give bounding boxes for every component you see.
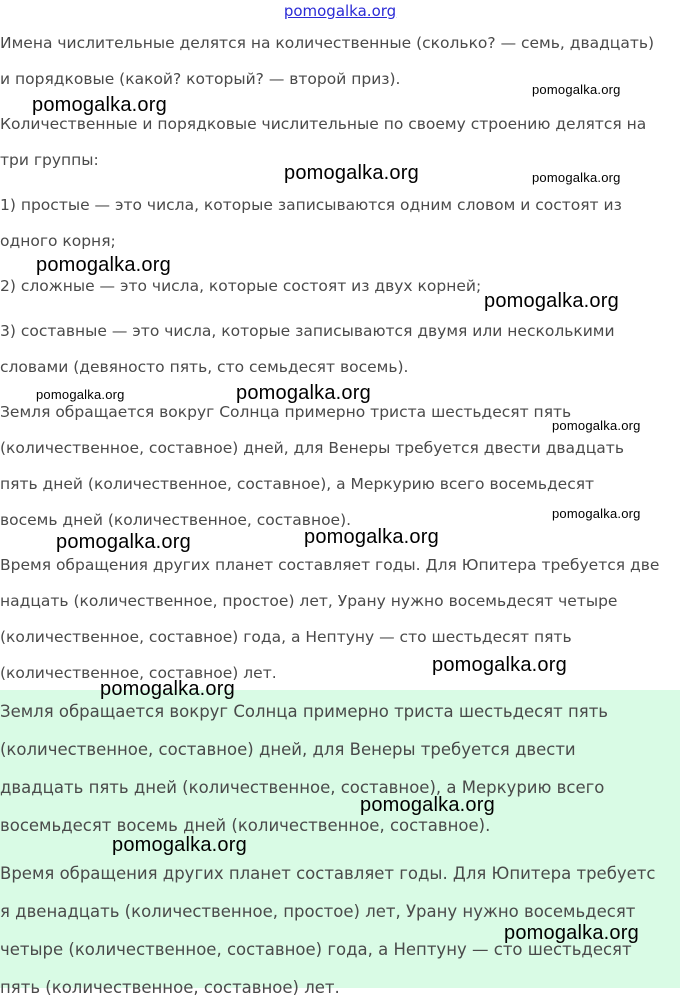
- watermark: pomogalka.org: [484, 290, 619, 312]
- text-line: одного корня;: [0, 232, 116, 250]
- text-line: (количественное, составное) лет.: [0, 664, 277, 682]
- watermark: pomogalka.org: [504, 922, 639, 944]
- text-line: 3) составные — это числа, которые записываются двумя или несколькими: [0, 322, 615, 340]
- watermark: pomogalka.org: [304, 526, 439, 548]
- text-line: пять дней (количественное, составное), а Меркурию всего восемьдесят: [0, 475, 595, 493]
- answer-line: я двенадцать (количественное, простое) лет, Урану нужно восемьдесят: [0, 902, 636, 921]
- watermark: pomogalka.org: [552, 418, 641, 433]
- watermark: pomogalka.org: [36, 254, 171, 276]
- answer-line: пять (количественное, составное) лет.: [0, 978, 340, 997]
- text-line: и порядковые (какой? который? — второй приз).: [0, 70, 401, 88]
- watermark: pomogalka.org: [32, 94, 167, 116]
- text-line: Имена числительные делятся на количественные (сколько? — семь, двадцать): [0, 34, 655, 52]
- watermark: pomogalka.org: [56, 531, 191, 553]
- answer-line: Время обращения других планет составляет годы. Для Юпитера требуетс: [0, 864, 656, 883]
- header-link[interactable]: pomogalka.org: [283, 2, 397, 20]
- watermark: pomogalka.org: [112, 834, 247, 856]
- watermark: pomogalka.org: [360, 794, 495, 816]
- answer-line: восемьдесят восемь дней (количественное, составное).: [0, 816, 491, 835]
- text-line: (количественное, составное) дней, для Венеры требуется двести двадцать: [0, 439, 624, 457]
- text-line: 1) простые — это числа, которые записываются одним словом и состоят из: [0, 196, 622, 214]
- text-line: восемь дней (количественное, составное).: [0, 511, 352, 529]
- watermark: pomogalka.org: [532, 170, 621, 185]
- text-line: Количественные и порядковые числительные по своему строению делятся на: [0, 115, 647, 133]
- text-line: (количественное, составное) года, а Нептуну — сто шестьдесят пять: [0, 628, 572, 646]
- watermark: pomogalka.org: [432, 654, 567, 676]
- answer-line: Земля обращается вокруг Солнца примерно триста шестьдесят пять: [0, 702, 609, 721]
- watermark: pomogalka.org: [284, 162, 419, 184]
- text-line: 2) сложные — это числа, которые состоят из двух корней;: [0, 277, 482, 295]
- text-line: Время обращения других планет составляет годы. Для Юпитера требуется две: [0, 556, 660, 574]
- answer-line: (количественное, составное) дней, для Венеры требуется двести: [0, 740, 576, 759]
- watermark: pomogalka.org: [532, 82, 621, 97]
- text-line: надцать (количественное, простое) лет, Урану нужно восемьдесят четыре: [0, 592, 618, 610]
- watermark: pomogalka.org: [36, 387, 125, 402]
- watermark: pomogalka.org: [552, 506, 641, 521]
- text-line: словами (девяносто пять, сто семьдесят восемь).: [0, 358, 409, 376]
- watermark: pomogalka.org: [236, 382, 371, 404]
- text-line: Земля обращается вокруг Солнца примерно триста шестьдесят пять: [0, 403, 572, 421]
- text-line: три группы:: [0, 151, 99, 169]
- watermark: pomogalka.org: [100, 678, 235, 700]
- answer-line: четыре (количественное, составное) года, а Нептуну — сто шестьдесят: [0, 940, 632, 959]
- answer-line: двадцать пять дней (количественное, составное), а Меркурию всего: [0, 778, 605, 797]
